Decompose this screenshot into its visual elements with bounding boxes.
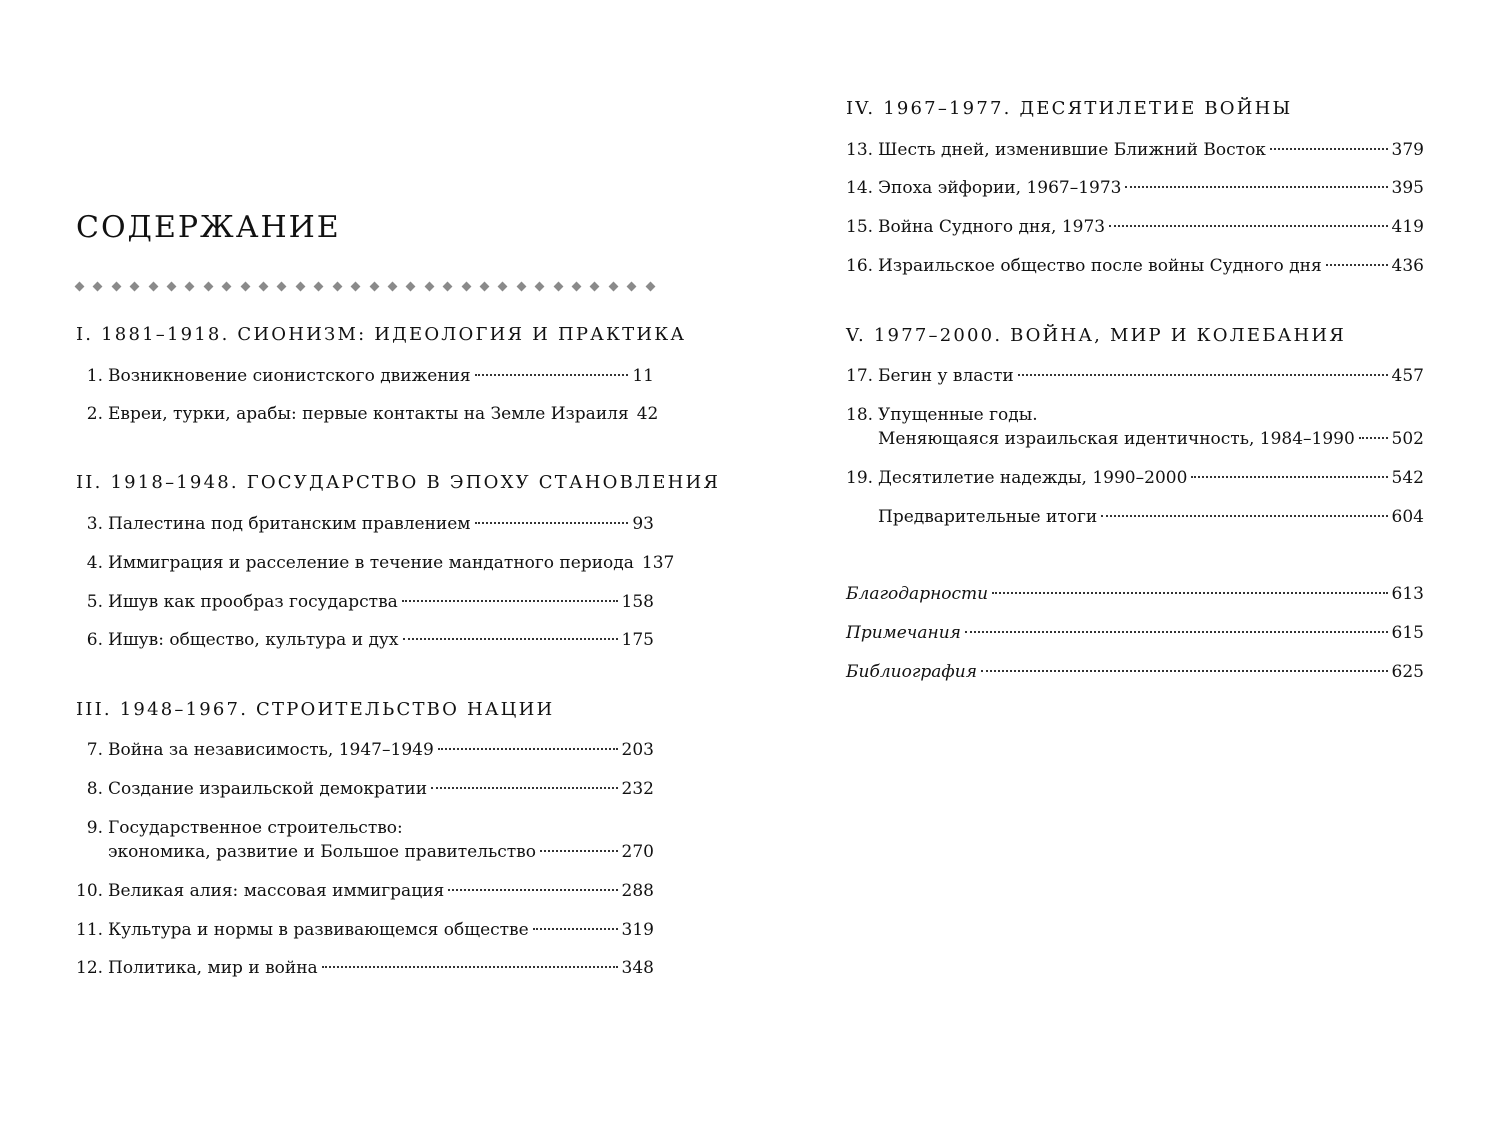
toc-entry[interactable] bbox=[76, 738, 654, 762]
chapter-number: 5. bbox=[86, 592, 103, 612]
toc-entry[interactable] bbox=[76, 918, 654, 942]
page-number: 457 bbox=[1391, 366, 1424, 386]
chapter-title: Десятилетие надежды, 1990–2000 bbox=[878, 468, 1188, 488]
chapter-title-continued: Меняющаяся израильская идентичность, 1984–1990 bbox=[878, 429, 1355, 449]
page-number: 42 bbox=[636, 404, 659, 424]
dot-leader bbox=[438, 748, 618, 750]
dot-leader bbox=[981, 670, 1388, 672]
toc-entry[interactable] bbox=[846, 176, 1424, 200]
chapter-number: 12. bbox=[76, 958, 104, 978]
dot-leader bbox=[322, 966, 618, 968]
toc-entry[interactable] bbox=[846, 403, 1424, 451]
page-number: 319 bbox=[621, 920, 654, 940]
chapter-title: Возникновение сионистского движения bbox=[108, 366, 471, 386]
chapter-title: Евреи, турки, арабы: первые контакты на Земле Израиля bbox=[108, 404, 629, 424]
back-matter-title: Библиография bbox=[846, 662, 977, 682]
dot-leader bbox=[1191, 476, 1387, 478]
chapter-number: 18. bbox=[846, 405, 874, 425]
dot-leader bbox=[431, 787, 617, 789]
toc-entry[interactable] bbox=[846, 466, 1424, 490]
chapter-title: Война за независимость, 1947–1949 bbox=[108, 740, 434, 760]
part-heading: V. 1977–2000. ВОЙНА, МИР И КОЛЕБАНИЯ bbox=[846, 325, 1347, 346]
chapter-title: Эпоха эйфории, 1967–1973 bbox=[878, 178, 1122, 198]
toc-entry[interactable] bbox=[846, 254, 1424, 278]
page-number: 93 bbox=[632, 514, 654, 534]
page-number: 613 bbox=[1391, 584, 1424, 604]
dot-leader bbox=[1101, 515, 1387, 517]
diamond-ornament-divider bbox=[76, 278, 654, 294]
toc-entry[interactable] bbox=[76, 512, 654, 536]
page-number: 11 bbox=[632, 366, 654, 386]
chapter-title: Ишув как прообраз государства bbox=[108, 592, 398, 612]
dot-leader bbox=[402, 600, 618, 602]
page-number: 419 bbox=[1391, 217, 1424, 237]
chapter-number: 19. bbox=[846, 468, 874, 488]
toc-entry[interactable] bbox=[76, 402, 659, 426]
chapter-number: 11. bbox=[76, 920, 104, 940]
page-number: 270 bbox=[621, 842, 654, 862]
chapter-number: 6. bbox=[86, 630, 103, 650]
dot-leader bbox=[1270, 148, 1388, 150]
dot-leader bbox=[475, 374, 629, 376]
toc-title: СОДЕРЖАНИЕ bbox=[76, 210, 341, 245]
chapter-title: Бегин у власти bbox=[878, 366, 1014, 386]
page-number: 395 bbox=[1391, 178, 1424, 198]
dot-leader bbox=[403, 638, 618, 640]
chapter-title: Война Судного дня, 1973 bbox=[878, 217, 1106, 237]
chapter-title: Великая алия: массовая иммиграция bbox=[108, 881, 445, 901]
chapter-title: Палестина под британским правлением bbox=[108, 514, 471, 534]
dot-leader bbox=[1359, 437, 1388, 439]
chapter-number: 13. bbox=[846, 140, 874, 160]
toc-entry[interactable] bbox=[76, 879, 654, 903]
chapter-number: 16. bbox=[846, 256, 874, 276]
chapter-title: Израильское общество после войны Судного дня bbox=[878, 256, 1322, 276]
dot-leader bbox=[1109, 225, 1387, 227]
dot-leader bbox=[1018, 374, 1388, 376]
chapter-title: Культура и нормы в развивающемся обществе bbox=[108, 920, 529, 940]
chapter-number: 10. bbox=[76, 881, 104, 901]
back-matter-title: Благодарности bbox=[846, 584, 989, 604]
page-number: 625 bbox=[1391, 662, 1424, 682]
chapter-number: 7. bbox=[86, 740, 103, 760]
page-number: 203 bbox=[621, 740, 654, 760]
dot-leader bbox=[992, 592, 1387, 594]
chapter-title: Государственное строительство: bbox=[108, 818, 403, 838]
chapter-number: 8. bbox=[86, 779, 103, 799]
chapter-number: 1. bbox=[86, 366, 103, 386]
page-number: 348 bbox=[621, 958, 654, 978]
toc-entry[interactable] bbox=[76, 816, 654, 864]
chapter-title: Ишув: общество, культура и дух bbox=[108, 630, 399, 650]
chapter-number: 2. bbox=[86, 404, 103, 424]
page-number: 175 bbox=[621, 630, 654, 650]
chapter-title: Шесть дней, изменившие Ближний Восток bbox=[878, 140, 1266, 160]
dot-leader bbox=[448, 889, 617, 891]
chapter-number: 9. bbox=[86, 818, 103, 838]
page-number: 604 bbox=[1391, 507, 1424, 527]
dot-leader bbox=[475, 522, 629, 524]
part-heading: III. 1948–1967. СТРОИТЕЛЬСТВО НАЦИИ bbox=[76, 699, 555, 720]
dot-leader bbox=[533, 928, 618, 930]
chapter-title: Политика, мир и война bbox=[108, 958, 318, 978]
page-number: 232 bbox=[621, 779, 654, 799]
page-number: 615 bbox=[1391, 623, 1424, 643]
toc-entry[interactable] bbox=[846, 215, 1424, 239]
toc-entry[interactable] bbox=[76, 956, 654, 980]
chapter-title: Иммиграция и расселение в течение мандатного периода bbox=[108, 553, 634, 573]
page-number: 502 bbox=[1391, 429, 1424, 449]
part-heading: I. 1881–1918. СИОНИЗМ: ИДЕОЛОГИЯ И ПРАКТИКА bbox=[76, 324, 687, 345]
toc-entry[interactable] bbox=[76, 364, 654, 388]
chapter-number: 3. bbox=[86, 514, 103, 534]
chapter-title: Предварительные итоги bbox=[878, 507, 1098, 527]
page-number: 158 bbox=[621, 592, 654, 612]
back-matter-title: Примечания bbox=[846, 623, 961, 643]
dot-leader bbox=[1125, 186, 1387, 188]
page-number: 542 bbox=[1391, 468, 1424, 488]
chapter-number: 15. bbox=[846, 217, 874, 237]
chapter-number: 14. bbox=[846, 178, 874, 198]
toc-entry[interactable] bbox=[846, 364, 1424, 388]
back-matter-entry[interactable] bbox=[846, 621, 1424, 645]
part-heading: II. 1918–1948. ГОСУДАРСТВО В ЭПОХУ СТАНОВЛЕНИЯ bbox=[76, 472, 721, 493]
chapter-title: Создание израильской демократии bbox=[108, 779, 428, 799]
dot-leader bbox=[1326, 264, 1388, 266]
page-number: 436 bbox=[1391, 256, 1424, 276]
toc-entry[interactable] bbox=[76, 590, 654, 614]
back-matter-entry[interactable] bbox=[846, 582, 1424, 606]
toc-entry[interactable] bbox=[846, 505, 1424, 529]
page-number: 137 bbox=[641, 553, 675, 573]
part-heading: IV. 1967–1977. ДЕСЯТИЛЕТИЕ ВОЙНЫ bbox=[846, 98, 1293, 119]
back-matter-entry[interactable] bbox=[846, 660, 1424, 684]
chapter-title-continued: экономика, развитие и Большое правительство bbox=[108, 842, 536, 862]
chapter-number: 4. bbox=[86, 553, 103, 573]
page-number: 379 bbox=[1391, 140, 1424, 160]
chapter-number: 17. bbox=[846, 366, 874, 386]
dot-leader bbox=[540, 850, 618, 852]
page-number: 288 bbox=[621, 881, 654, 901]
toc-entry[interactable] bbox=[76, 628, 654, 652]
chapter-title: Упущенные годы. bbox=[878, 405, 1038, 425]
dot-leader bbox=[965, 631, 1388, 633]
toc-entry[interactable] bbox=[76, 777, 654, 801]
toc-entry[interactable] bbox=[76, 551, 675, 575]
toc-entry[interactable] bbox=[846, 138, 1424, 162]
